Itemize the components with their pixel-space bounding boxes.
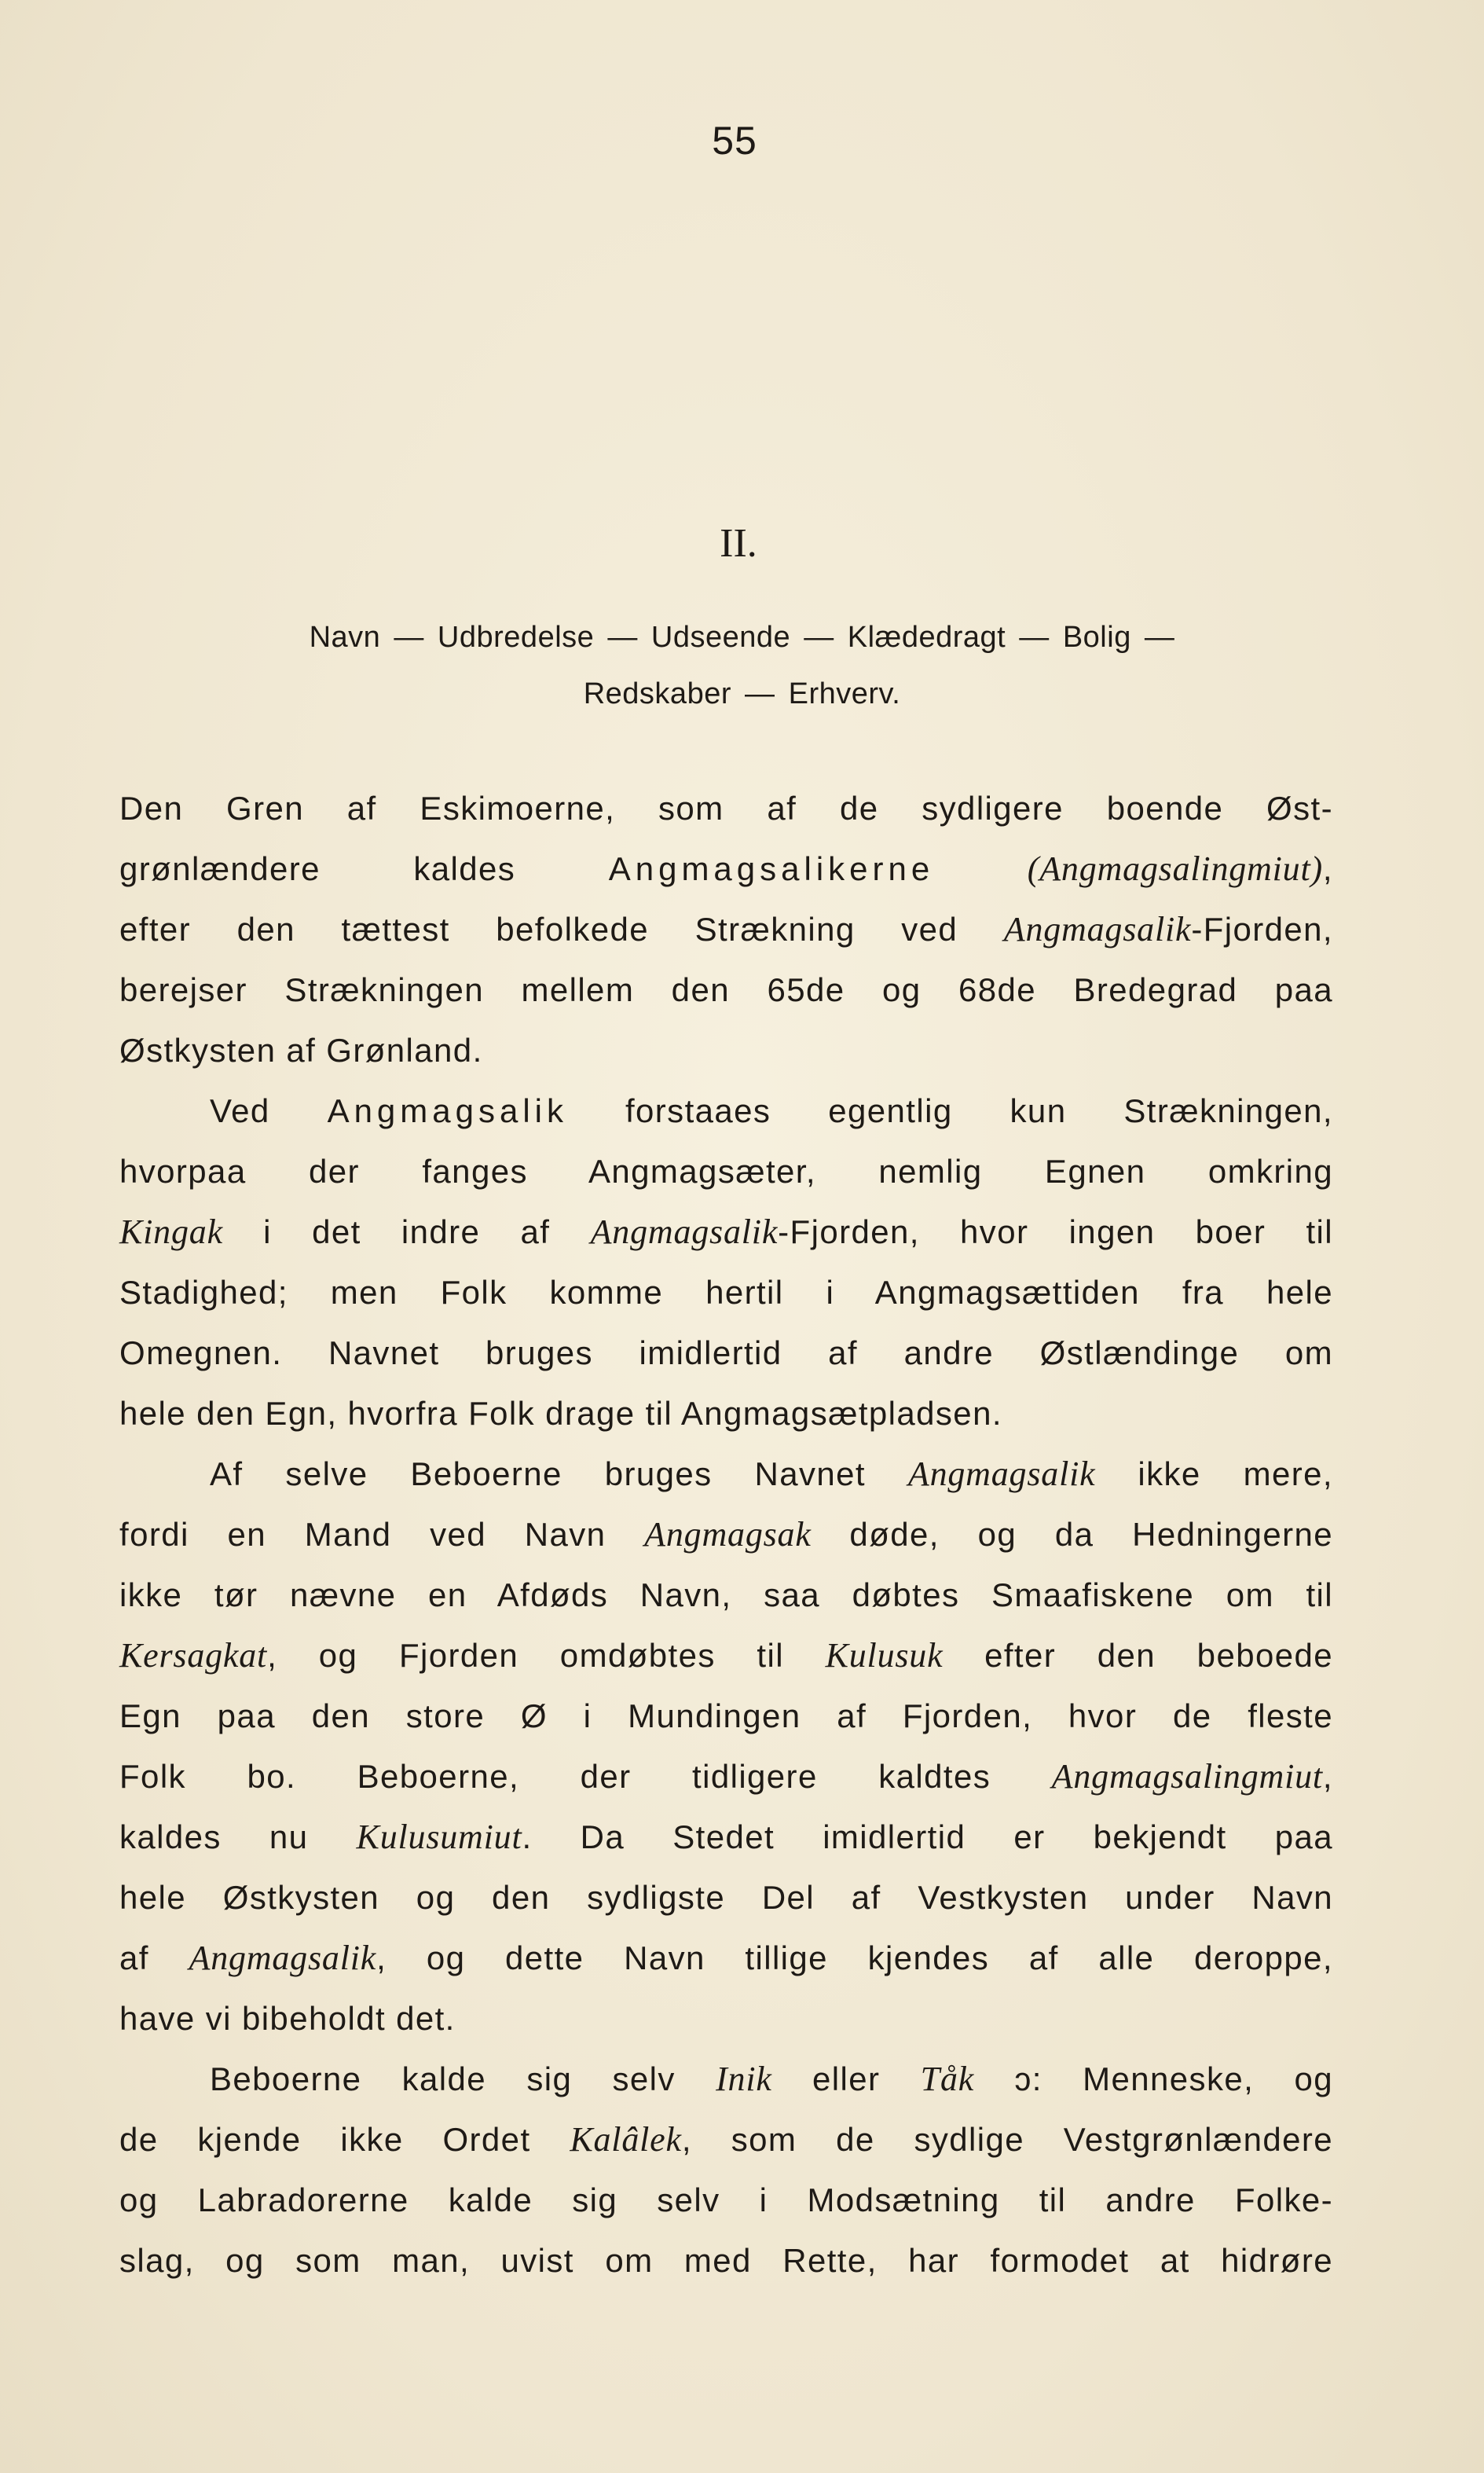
italic-name: Angmagsalik — [189, 1939, 377, 1977]
italic-name: Angmagsalik — [590, 1213, 779, 1251]
text-line: Kingak i det indre af Angmagsalik-Fjorden, hvor ingen boer til — [119, 1213, 1333, 1251]
text-line: Stadighed; men Folk komme hertil i Angmagsættiden fra hele — [119, 1274, 1333, 1311]
chapter-summary-line-2: Redskaber — Erhverv. — [583, 677, 901, 710]
italic-name: Kulusumiut — [356, 1818, 522, 1856]
text-line: Østkysten af Grønland. — [119, 1032, 483, 1069]
italic-name: Angmagsalik — [907, 1455, 1096, 1493]
italic-name: Tåk — [920, 2060, 975, 2098]
text-line: have vi bibeholdt det. — [119, 2000, 456, 2037]
text-line: grønlændere kaldes Angmagsalikerne (Angmagsalingmiut), — [119, 849, 1333, 888]
text-line: Kersagkat, og Fjorden omdøbtes til Kulusuk efter den beboede — [119, 1636, 1333, 1675]
spaced-name: Angmagsalik — [327, 1092, 569, 1129]
italic-name: Angmagsalingmiut — [1051, 1757, 1323, 1796]
italic-name: Kingak — [119, 1213, 223, 1251]
body-text — [119, 778, 1333, 2291]
page-number: 55 — [712, 119, 757, 163]
text-line: efter den tættest befolkede Strækning ved Angmagsalik-Fjorden, — [119, 910, 1333, 948]
italic-name: Inik — [716, 2060, 772, 2098]
text-line: Omegnen. Navnet bruges imidlertid af andre Østlændinge om — [119, 1334, 1333, 1371]
chapter-number: II. — [720, 521, 757, 566]
italic-name: Angmagsak — [644, 1515, 812, 1554]
text-line: Beboerne kalde sig selv Inik eller Tåk ɔ: Menneske, og — [210, 2060, 1333, 2098]
text-line: fordi en Mand ved Navn Angmagsak døde, og da Hedningerne — [119, 1515, 1334, 1554]
text-line: kaldes nu Kulusumiut. Da Stedet imidlertid er bekjendt paa — [119, 1818, 1333, 1856]
text-line: og Labradorerne kalde sig selv i Modsætning til andre Folke- — [119, 2181, 1333, 2218]
text-line: Af selve Beboerne bruges Navnet Angmagsalik ikke mere, — [210, 1455, 1333, 1493]
italic-name: Kersagkat — [119, 1636, 268, 1675]
text-line: de kjende ikke Ordet Kalâlek, som de sydlige Vestgrønlændere — [119, 2120, 1333, 2159]
text-line: Egn paa den store Ø i Mundingen af Fjorden, hvor de fleste — [119, 1697, 1333, 1734]
chapter-summary-line-1: Navn — Udbredelse — Udseende — Klædedragt — Bolig — — [309, 621, 1175, 654]
text-line: hele Østkysten og den sydligste Del af Vestkysten under Navn — [119, 1879, 1333, 1916]
italic-name: (Angmagsalingmiut) — [1027, 849, 1323, 888]
text-line: hele den Egn, hvorfra Folk drage til Angmagsætpladsen. — [119, 1395, 1002, 1432]
text-line: af Angmagsalik, og dette Navn tillige kjendes af alle deroppe, — [119, 1939, 1333, 1977]
text-line: ikke tør nævne en Afdøds Navn, saa døbtes Smaafiskene om til — [119, 1576, 1333, 1613]
text-line: slag, og som man, uvist om med Rette, har formodet at hidrøre — [119, 2242, 1333, 2279]
italic-name: Kulusuk — [825, 1636, 944, 1675]
italic-name: Angmagsalik — [1003, 910, 1192, 948]
text-line: hvorpaa der fanges Angmagsæter, nemlig Egnen omkring — [119, 1153, 1333, 1190]
italic-name: Kalâlek — [570, 2120, 682, 2159]
text-line: berejser Strækningen mellem den 65de og 68de Bredegrad paa — [119, 971, 1333, 1008]
text-line: Den Gren af Eskimoerne, som af de sydligere boende Øst- — [119, 790, 1333, 827]
text-line: Ved Angmagsalik forstaaes egentlig kun Strækningen, — [210, 1092, 1333, 1129]
text-line: Folk bo. Beboerne, der tidligere kaldtes Angmagsalingmiut, — [119, 1757, 1333, 1796]
spaced-name: Angmagsalikerne — [608, 850, 935, 887]
